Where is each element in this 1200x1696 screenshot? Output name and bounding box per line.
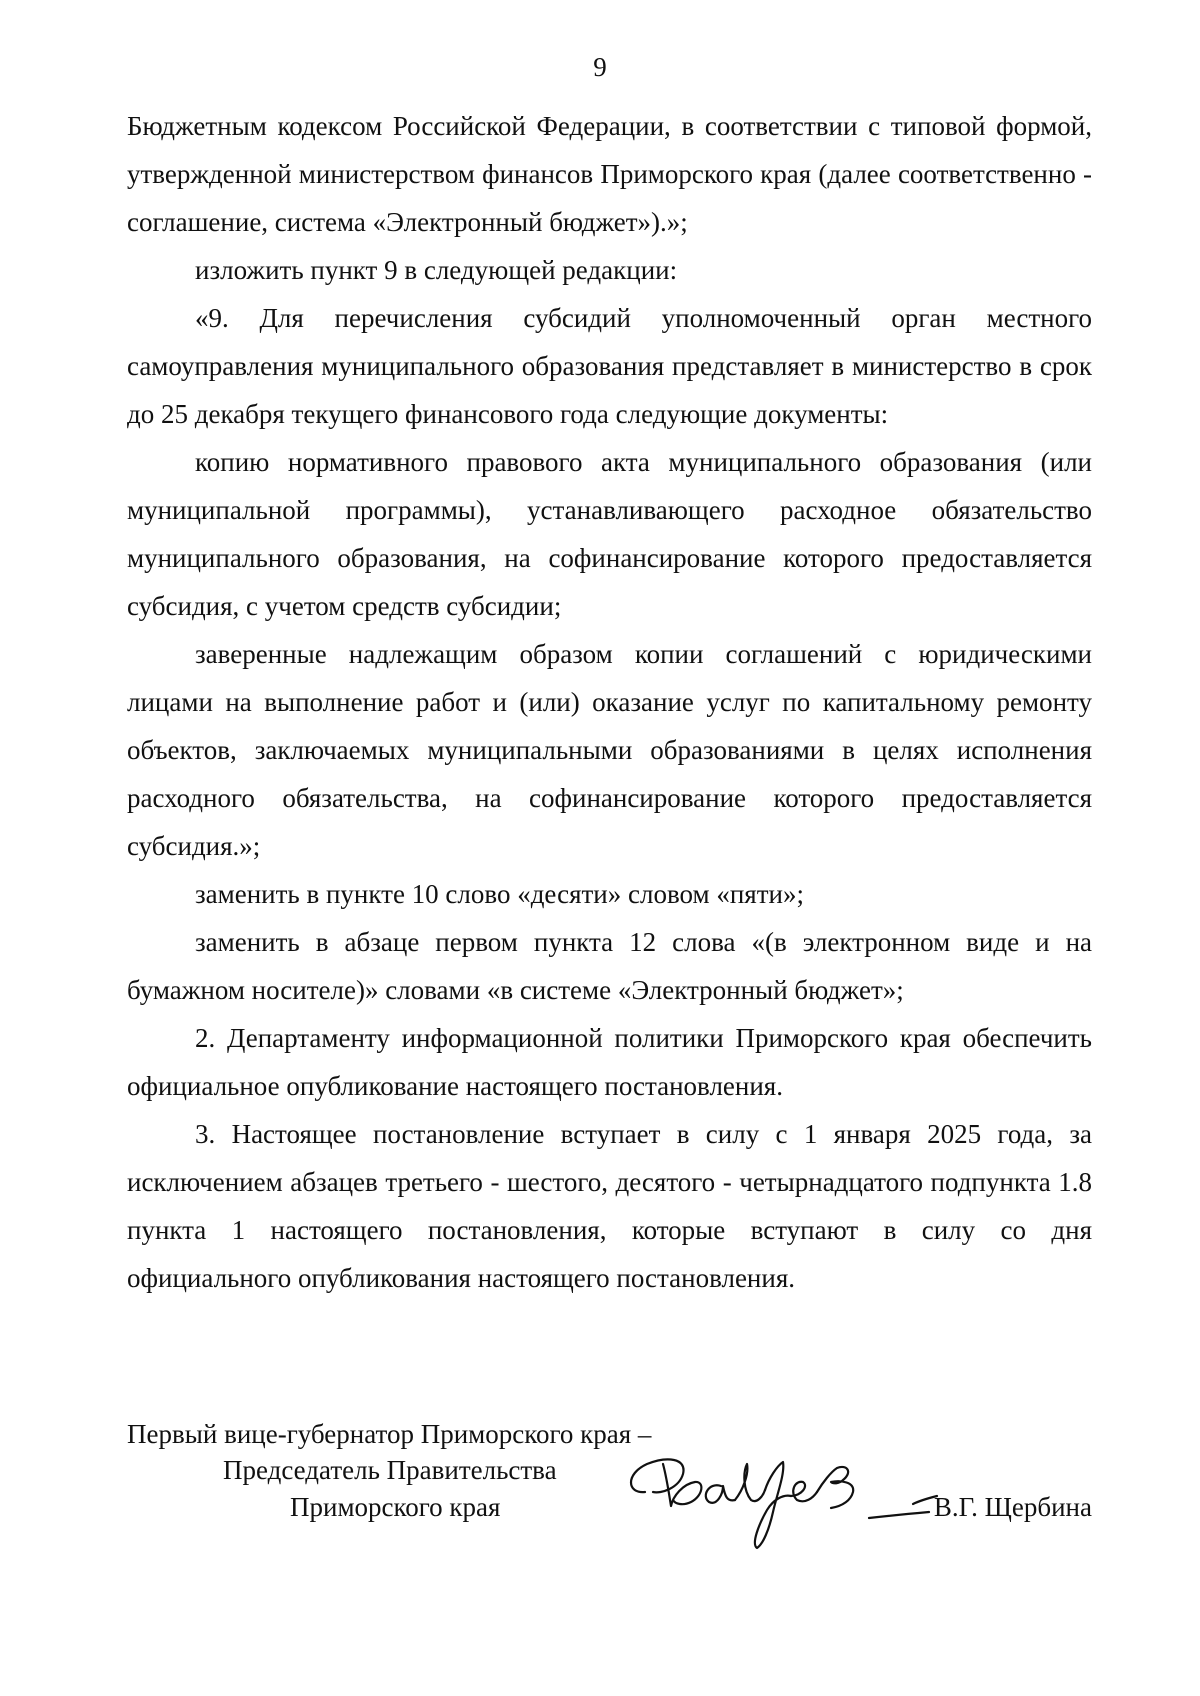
paragraph-1: Бюджетным кодексом Российской Федерации, в соответствии с типовой формой, утвержденной министерством финансов Приморского края (далее соответственно - соглашение, система «Электронный бюджет»).»; — [127, 111, 1092, 237]
signatory-name: В.Г. Щербина — [933, 1492, 1092, 1522]
paragraph-2: изложить пункт 9 в следующей редакции: — [195, 255, 678, 285]
signatory-position-line-3: Приморского края — [290, 1492, 501, 1522]
signatory-position-line-2: Председатель Правительства — [223, 1455, 557, 1485]
signature-block — [127, 1416, 1092, 1556]
paragraph-8: 2. Департаменту информационной политики Приморского края обеспечить официальное опубликование настоящего постановления. — [127, 1023, 1092, 1101]
page-number: 9 — [593, 52, 607, 82]
paragraph-3: «9. Для перечисления субсидий уполномоченный орган местного самоуправления муниципального образования представляет в министерство в срок до 25 декабря текущего финансового года следующие документы: — [127, 303, 1092, 429]
paragraph-6: заменить в пункте 10 слово «десяти» словом «пяти»; — [195, 879, 804, 909]
paragraph-7: заменить в абзаце первом пункта 12 слова «(в электронном виде и на бумажном носителе)» словами «в системе «Электронный бюджет»; — [127, 927, 1092, 1005]
signatory-position-line-1: Первый вице-губернатор Приморского края – — [127, 1419, 652, 1449]
document-body — [127, 102, 1092, 1302]
paragraph-5: заверенные надлежащим образом копии соглашений с юридическими лицами на выполнение работ и (или) оказание услуг по капитальному ремонту объектов, заключаемых муниципальными образованиями в целях исполнения расходного обязательства, на софинансирование которого предоставляется субсидия.»; — [127, 639, 1092, 861]
paragraph-9: 3. Настоящее постановление вступает в силу с 1 января 2025 года, за исключением абзацев третьего - шестого, десятого - четырнадцатого подпункта 1.8 пункта 1 настоящего постановления, которые вступают в силу со дня официального опубликования настоящего постановления. — [127, 1119, 1092, 1293]
handwritten-signature — [617, 1434, 947, 1554]
paragraph-4: копию нормативного правового акта муниципального образования (или муниципальной программы), устанавливающего расходное обязательство муниципального образования, на софинансирование которого предоставляется субсидия, с учетом средств субсидии; — [127, 447, 1092, 621]
